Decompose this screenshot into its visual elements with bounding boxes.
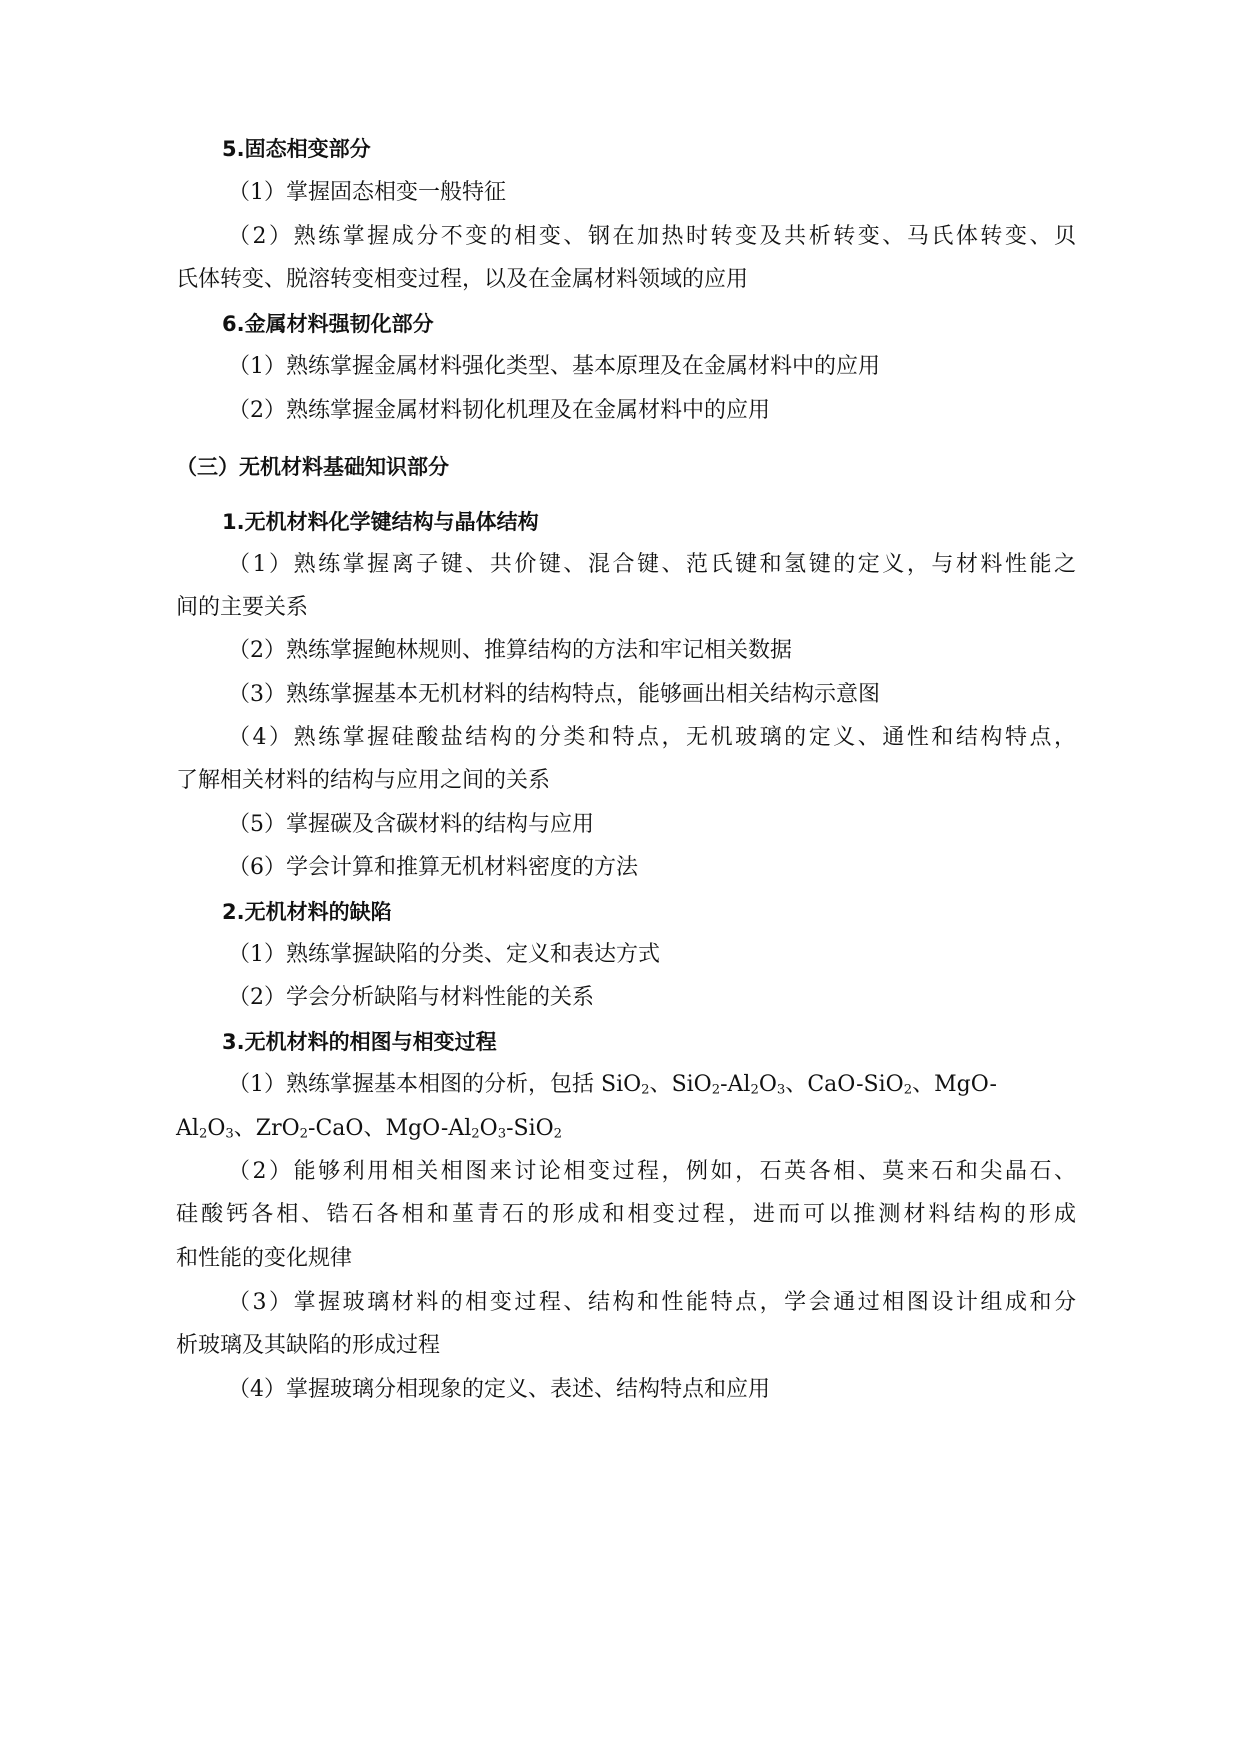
formula: $SiO_2-Al_2O_3$ bbox=[671, 1072, 786, 1098]
list-item: （3）熟练掌握基本无机材料的结构特点，能够画出相关结构示意图 bbox=[228, 682, 880, 707]
formula: ZrO$_2$-CaO bbox=[255, 1116, 364, 1142]
list-item: （1）掌握固态相变一般特征 bbox=[228, 180, 506, 205]
list-item: （3）掌握玻璃材料的相变过程、结构和性能特点，学会通过相图设计组成和分 bbox=[228, 1290, 1076, 1315]
list-item: （2）学会分析缺陷与材料性能的关系 bbox=[228, 985, 594, 1010]
formula: SiO$_2$ bbox=[601, 1072, 650, 1098]
list-item-phase-diagrams: （1）熟练掌握基本相图的分析，包括 SiO$_2$、$SiO_2-Al_2O_3$、CaO-SiO$_2$、MgO- bbox=[228, 1072, 997, 1098]
list-item-continuation: 和性能的变化规律 bbox=[176, 1246, 353, 1271]
section-heading-5: 5.固态相变部分 bbox=[222, 137, 371, 161]
part-heading-3: （三）无机材料基础知识部分 bbox=[176, 455, 449, 479]
list-item-continuation: 间的主要关系 bbox=[176, 595, 309, 620]
list-item-continuation: 析玻璃及其缺陷的形成过程 bbox=[176, 1333, 441, 1358]
list-item: （1）熟练掌握缺陷的分类、定义和表达方式 bbox=[228, 942, 660, 967]
list-item-continuation: 氏体转变、脱溶转变相变过程，以及在金属材料领域的应用 bbox=[176, 267, 749, 292]
list-item-continuation: 硅酸钙各相、锆石各相和堇青石的形成和相变过程，进而可以推测材料结构的形成 bbox=[176, 1202, 1076, 1227]
list-item-continuation: 了解相关材料的结构与应用之间的关系 bbox=[176, 768, 551, 793]
list-item: （6）学会计算和推算无机材料密度的方法 bbox=[228, 855, 638, 880]
subsection-heading-3: 3.无机材料的相图与相变过程 bbox=[222, 1030, 497, 1054]
list-item: （2）能够利用相关相图来讨论相变过程，例如，石英各相、莫来石和尖晶石、 bbox=[228, 1159, 1076, 1184]
list-item: （1）熟练掌握离子键、共价键、混合键、范氏键和氢键的定义，与材料性能之 bbox=[228, 552, 1076, 577]
formula: CaO-SiO$_2$ bbox=[807, 1072, 913, 1098]
formula: MgO-$Al_2O_3-SiO_2$ bbox=[385, 1116, 563, 1142]
subsection-heading-1: 1.无机材料化学键结构与晶体结构 bbox=[222, 510, 539, 534]
list-item: （2）熟练掌握成分不变的相变、钢在加热时转变及共析转变、马氏体转变、贝 bbox=[228, 224, 1076, 249]
list-item-continuation: $Al_2O_3$、ZrO$_2$-CaO、MgO-$Al_2O_3-SiO_2$ bbox=[176, 1116, 563, 1142]
formula: MgO- bbox=[934, 1072, 997, 1097]
list-item: （2）熟练掌握金属材料韧化机理及在金属材料中的应用 bbox=[228, 398, 770, 423]
list-item-prefix: （1）熟练掌握基本相图的分析，包括 bbox=[228, 1072, 601, 1097]
formula: $Al_2O_3$ bbox=[176, 1116, 234, 1142]
list-item: （2）熟练掌握鲍林规则、推算结构的方法和牢记相关数据 bbox=[228, 638, 792, 663]
list-item: （1）熟练掌握金属材料强化类型、基本原理及在金属材料中的应用 bbox=[228, 354, 880, 379]
subsection-heading-2: 2.无机材料的缺陷 bbox=[222, 900, 392, 924]
list-item: （5）掌握碳及含碳材料的结构与应用 bbox=[228, 812, 594, 837]
list-item: （4）熟练掌握硅酸盐结构的分类和特点，无机玻璃的定义、通性和结构特点， bbox=[228, 725, 1076, 750]
list-item: （4）掌握玻璃分相现象的定义、表述、结构特点和应用 bbox=[228, 1377, 770, 1402]
section-heading-6: 6.金属材料强韧化部分 bbox=[222, 312, 434, 336]
